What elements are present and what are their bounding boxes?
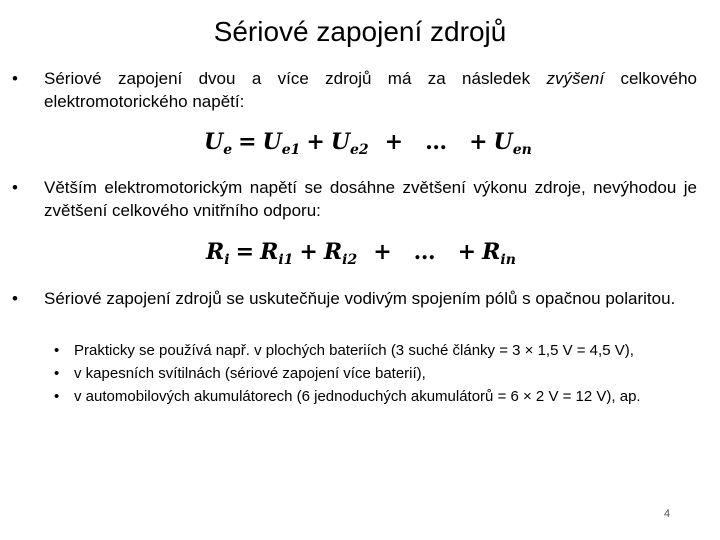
- formula-subscript: i1: [278, 252, 294, 268]
- formula-subscript: e2: [350, 142, 369, 158]
- formula-subscript: i: [224, 252, 230, 268]
- formula-total-voltage: [204, 128, 532, 164]
- list-item-text: v kapesních svítilnách (sériové zapojení více baterií),: [74, 365, 426, 382]
- formula-symbol: U: [330, 129, 351, 155]
- bullet-marker: •: [12, 289, 18, 308]
- list-item-text: Prakticky se používá např. v plochých bateriích (3 suché články = 3 × 1,5 V = 4,5 V),: [74, 342, 634, 359]
- ellipsis: …: [425, 129, 448, 155]
- slide-title: Sériové zapojení zdrojů: [213, 16, 507, 47]
- formula-total-resistance: [206, 238, 516, 274]
- plus-sign: +: [306, 129, 325, 155]
- emphasis-text: zvýšení: [546, 69, 605, 88]
- bullet-text: Sériové zapojení zdrojů se uskutečňuje vodivým spojením pólů s opačnou polaritou.: [44, 289, 676, 308]
- examples-list: [54, 339, 714, 408]
- plus-sign: +: [469, 129, 488, 155]
- plus-sign: +: [384, 129, 404, 155]
- formula-subscript: en: [512, 142, 532, 158]
- bullet-marker: •: [54, 388, 60, 405]
- bullet-marker: •: [54, 365, 60, 382]
- bullet-text-part: celkového elektromotorického napětí:: [44, 69, 697, 111]
- bullet-marker: •: [12, 69, 18, 88]
- formula-symbol: R: [323, 239, 343, 265]
- list-item: [54, 385, 714, 408]
- bullet-marker: •: [12, 178, 18, 197]
- ellipsis: …: [413, 239, 436, 265]
- formula-symbol: R: [260, 239, 279, 265]
- formula-symbol: U: [493, 129, 513, 155]
- bullet-text-part: Sériové zapojení dvou a více zdrojů má za následek: [44, 69, 547, 88]
- formula-symbol: U: [204, 129, 224, 155]
- formula-symbol: U: [262, 129, 282, 155]
- bullet-text: [44, 67, 697, 113]
- page-number: 4: [664, 508, 671, 520]
- list-item: [54, 339, 714, 362]
- formula-symbol: R: [482, 239, 501, 265]
- formula-subscript: e1: [281, 142, 301, 158]
- list-item: [54, 362, 714, 385]
- formula-symbol: R: [206, 239, 225, 265]
- plus-sign: +: [457, 239, 477, 265]
- equals-sign: =: [235, 239, 255, 265]
- formula-subscript: i2: [342, 252, 358, 268]
- list-item-text: v automobilových akumulátorech (6 jednoduchých akumulátorů = 6 × 2 V = 12 V), ap.: [74, 388, 641, 405]
- bullet-marker: •: [54, 342, 60, 359]
- plus-sign: +: [373, 239, 392, 265]
- plus-sign: +: [299, 239, 318, 265]
- formula-subscript: in: [500, 252, 516, 268]
- bullet-text: Větším elektromotorickým napětí se dosáhne zvětšení výkonu zdroje, nevýhodou je zvětšení celkového vnitřního odporu:: [44, 178, 697, 220]
- equals-sign: =: [238, 129, 257, 155]
- formula-subscript: e: [223, 142, 233, 158]
